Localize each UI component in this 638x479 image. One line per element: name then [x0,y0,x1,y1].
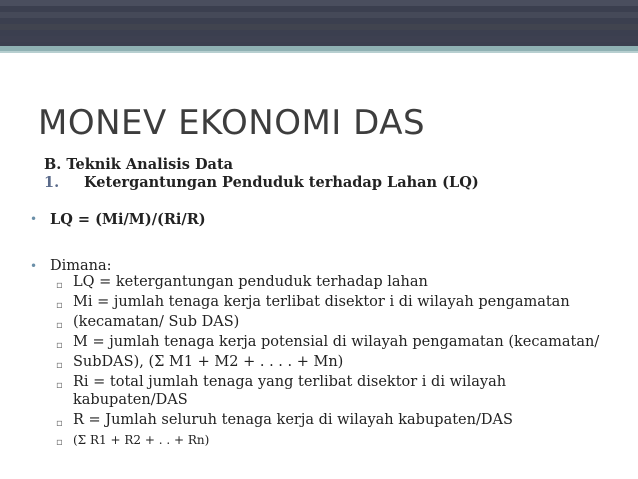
sub-item-text: Ri = total jumlah tenaga yang terlibat disektor i di wilayah [73,374,507,390]
sub-item-text: (kecamatan/ Sub DAS) [73,314,240,330]
sub-item [56,433,210,449]
bullet-formula [30,211,206,228]
sub-bullet-icon: ▫ [56,340,63,351]
sub-item [56,334,600,352]
sub-item-text: M = jumlah tenaga kerja potensial di wilayah pengamatan (kecamatan/ [73,334,600,350]
sub-item [56,294,570,312]
header-bar [0,0,638,46]
sub-bullet-icon: ▫ [56,360,63,371]
header-stripe [0,36,638,42]
sub-bullet-icon: ▫ [56,300,63,311]
sub-bullet-icon: ▫ [56,437,63,448]
sub-item [56,314,240,332]
formula-text: LQ = (Mi/M)/(Ri/R) [50,211,206,228]
sub-bullet-icon: ▫ [56,418,63,429]
sub-item-text: LQ = ketergantungan penduduk terhadap lahan [73,274,428,290]
sub-item [56,354,344,372]
header-stripe [0,24,638,30]
numbered-item [44,174,479,191]
item-number: 1. [44,174,60,191]
sub-item-text: Mi = jumlah tenaga kerja terlibat disektor i di wilayah pengamatan [73,294,570,310]
accent-bar-highlight [0,51,638,53]
sub-item-text: SubDAS), (Σ M1 + M2 + . . . . + Mn) [73,354,344,370]
bullet-dimana [30,258,112,274]
sub-item [56,412,513,430]
item-text: Ketergantungan Penduduk terhadap Lahan (LQ) [84,174,479,191]
dimana-text: Dimana: [50,258,112,274]
sub-item [56,374,507,392]
sub-bullet-icon: ▫ [56,280,63,291]
slide-title: MONEV EKONOMI DAS [38,103,426,143]
sub-item-text: (Σ R1 + R2 + . . + Rn) [73,433,210,447]
header-stripe [0,12,638,18]
sub-item [56,274,428,292]
sub-bullet-icon: ▫ [56,320,63,331]
accent-bar [0,46,638,53]
sub-item-text: R = Jumlah seluruh tenaga kerja di wilayah kabupaten/DAS [73,412,513,428]
header-stripe [0,0,638,6]
bullet-icon: • [30,212,38,226]
sub-bullet-icon: ▫ [56,380,63,391]
section-heading: B. Teknik Analisis Data [44,156,234,173]
bullet-icon: • [30,259,38,273]
sub-item-text: kabupaten/DAS [73,392,188,408]
